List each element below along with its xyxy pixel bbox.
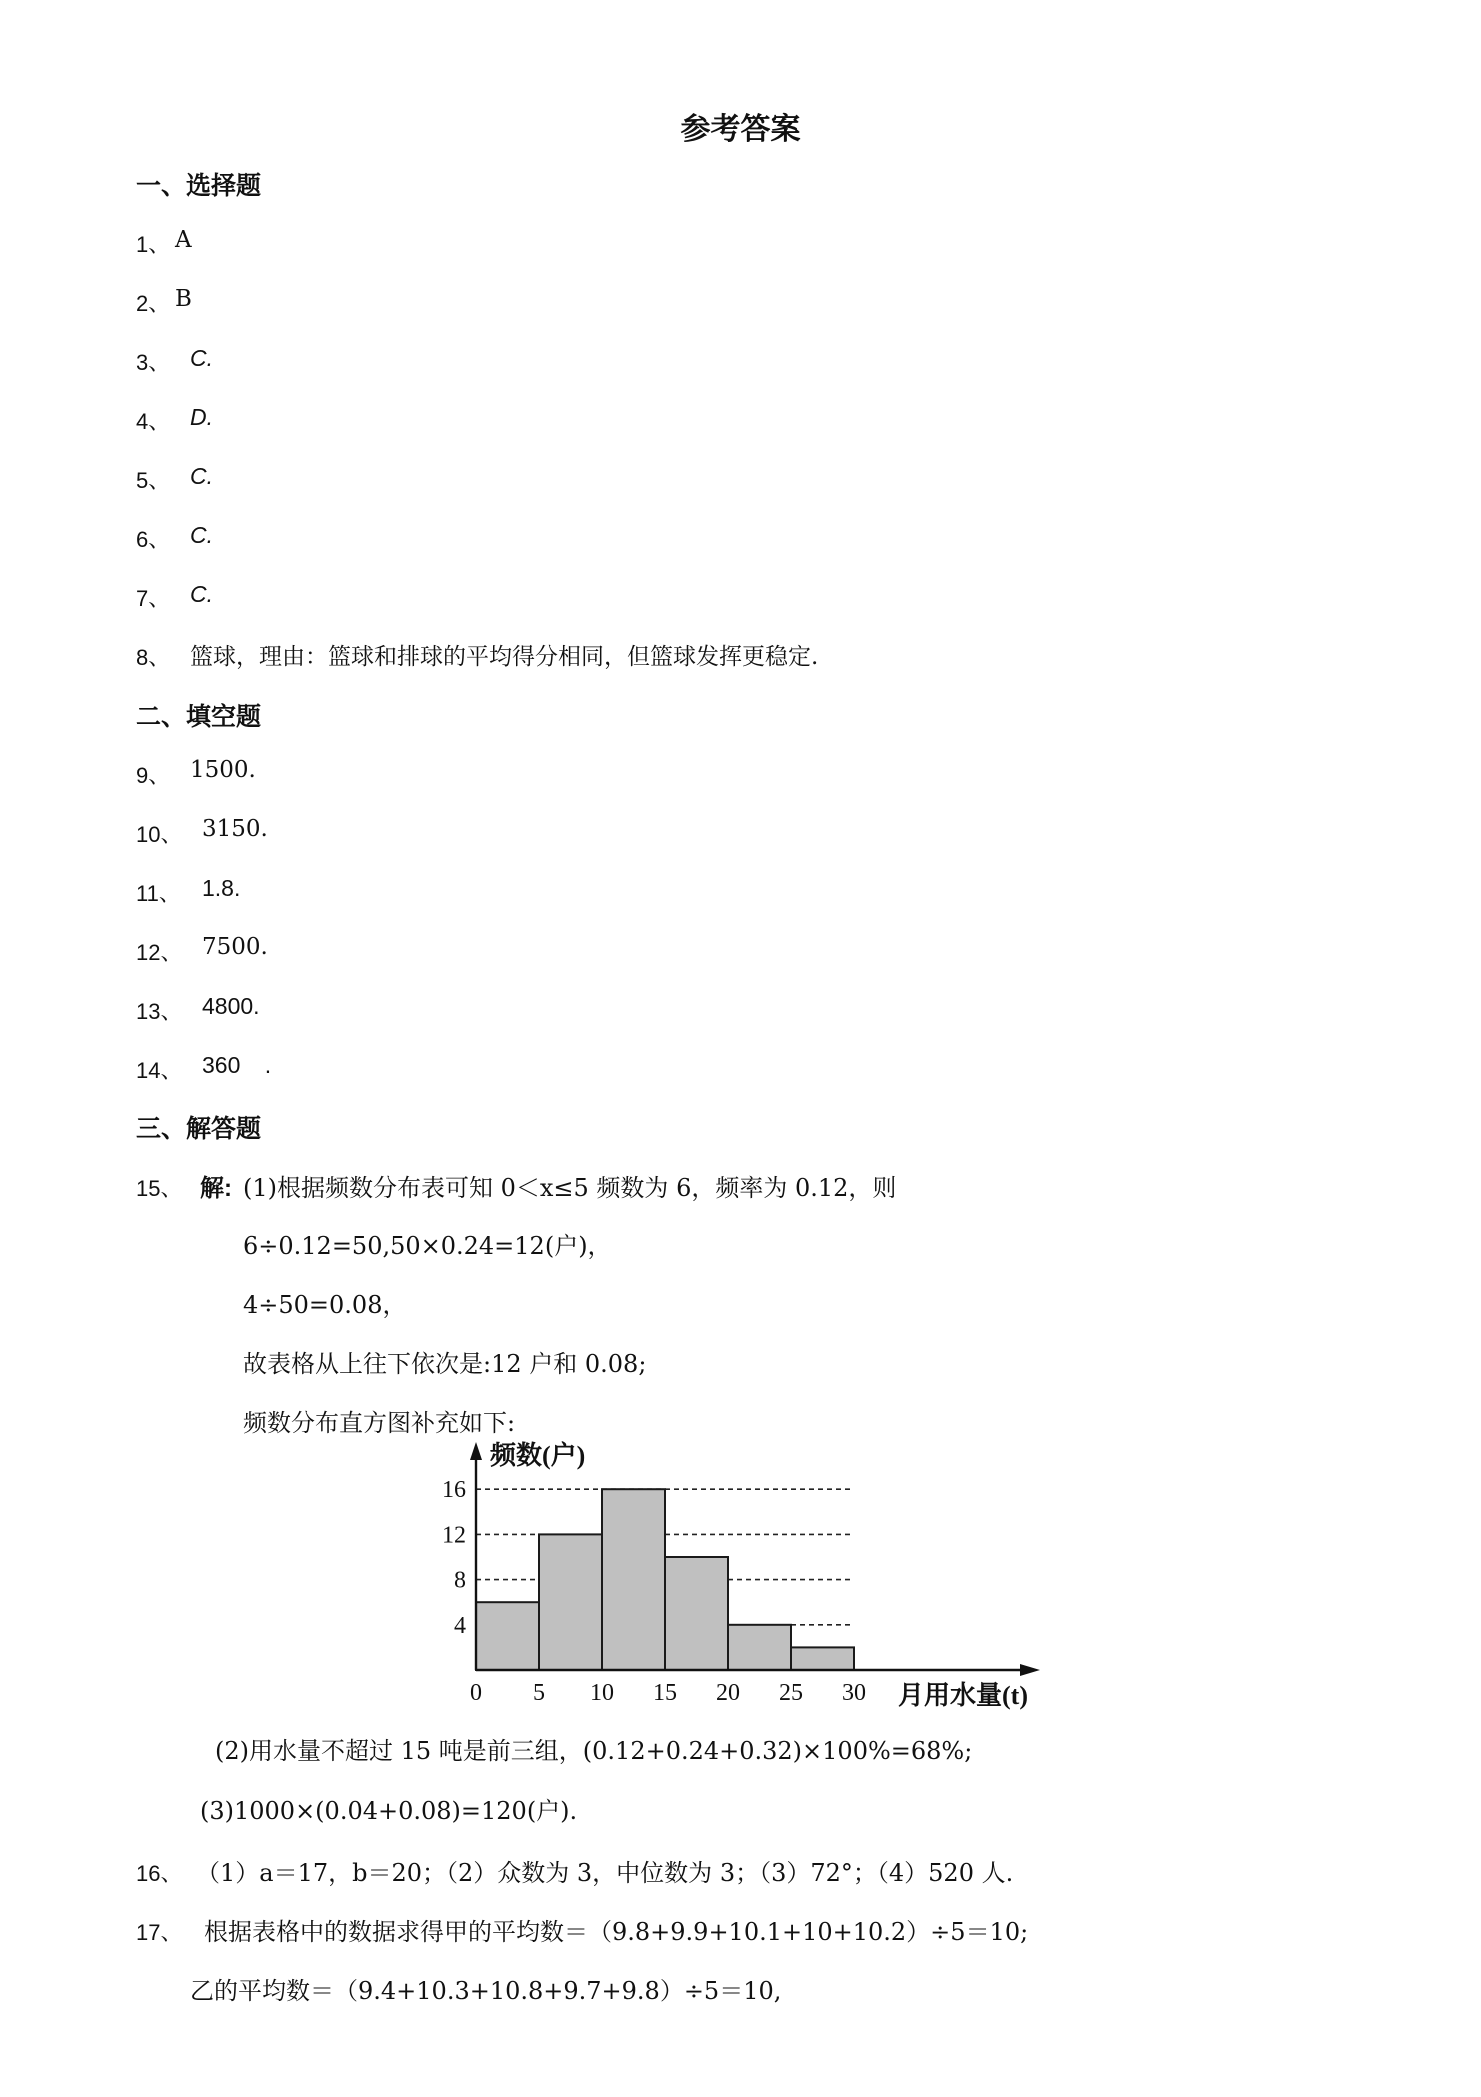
- question-number: 4、: [136, 409, 171, 434]
- x-tick-label: 0: [470, 1680, 482, 1706]
- section-heading-choice: 一、选择题: [136, 171, 262, 200]
- histogram-bar: [728, 1625, 791, 1670]
- histogram-bar: [665, 1557, 728, 1670]
- question-number: 9、: [136, 763, 171, 788]
- y-tick-label: 12: [442, 1522, 466, 1549]
- answer-text: （1）a＝17，b＝20；（2）众数为 3，中位数为 3；（3）72°；（4）520 人.: [196, 1859, 1014, 1887]
- answer-text: C.: [190, 522, 213, 548]
- solution-line: 频数分布直方图补充如下:: [243, 1409, 516, 1437]
- question-number: 5、: [136, 468, 171, 493]
- y-tick-label: 4: [454, 1612, 466, 1639]
- question-number: 16、: [136, 1861, 183, 1886]
- x-tick-label: 15: [653, 1680, 677, 1706]
- answer-text: C.: [190, 463, 213, 489]
- answer-text: C.: [190, 345, 213, 371]
- section-heading-solve: 三、解答题: [136, 1114, 262, 1143]
- question-number: 2、: [136, 291, 171, 316]
- question-number: 1、: [136, 232, 171, 257]
- x-axis-label: 月用水量(t): [898, 1681, 1028, 1710]
- question-number: 14、: [136, 1058, 183, 1083]
- histogram-bar: [476, 1602, 539, 1670]
- solution-line: (3)1000×(0.04+0.08)=120(户).: [200, 1797, 578, 1825]
- solution-line: 故表格从上往下依次是:12 户和 0.08;: [243, 1350, 647, 1378]
- solution-line: 4÷50=0.08，: [243, 1291, 407, 1319]
- frequency-histogram: [420, 1440, 1070, 1722]
- answer-text: 4800.: [202, 993, 260, 1019]
- x-tick-label: 5: [533, 1680, 545, 1706]
- solution-line: 6÷0.12=50,50×0.24=12(户)，: [243, 1232, 612, 1260]
- y-tick-label: 8: [454, 1567, 466, 1594]
- x-axis-arrow: [1020, 1664, 1040, 1676]
- answer-text: 1500.: [190, 757, 256, 783]
- histogram-bar: [602, 1489, 665, 1670]
- answer-text: A: [175, 227, 192, 253]
- answer-text: 7500.: [202, 934, 268, 960]
- solution-line: 乙的平均数＝（9.4+10.3+10.8+9.7+9.8）÷5＝10,: [190, 1977, 782, 2005]
- y-tick-label: 16: [442, 1477, 466, 1504]
- answer-text: C.: [190, 581, 213, 607]
- question-number: 12、: [136, 940, 183, 965]
- answer-text: 3150.: [202, 816, 268, 842]
- question-number: 10、: [136, 822, 183, 847]
- page-title: 参考答案: [680, 112, 801, 147]
- solution-label: 解:: [200, 1175, 232, 1202]
- y-axis-arrow: [470, 1442, 482, 1460]
- solution-line: (2)用水量不超过 15 吨是前三组，(0.12+0.24+0.32)×100%=68%;: [215, 1737, 973, 1765]
- solution-line: 根据表格中的数据求得甲的平均数＝（9.8+9.9+10.1+10+10.2）÷5＝10;: [204, 1918, 1029, 1946]
- answer-text: 篮球，理由：篮球和排球的平均得分相同，但篮球发挥更稳定.: [190, 644, 819, 670]
- histogram-bar: [539, 1534, 602, 1670]
- x-tick-label: 30: [842, 1680, 866, 1706]
- x-tick-label: 25: [779, 1680, 803, 1706]
- question-number: 7、: [136, 586, 171, 611]
- question-number: 3、: [136, 350, 171, 375]
- question-number: 8、: [136, 645, 171, 670]
- question-number: 6、: [136, 527, 171, 552]
- x-tick-label: 10: [590, 1680, 614, 1706]
- answer-text: D.: [190, 404, 213, 430]
- question-number: 11、: [136, 881, 181, 906]
- histogram-bar: [791, 1647, 854, 1670]
- answer-text: 1.8.: [202, 875, 241, 901]
- answer-text: 360 .: [202, 1052, 272, 1078]
- y-axis-label: 频数(户): [490, 1441, 586, 1470]
- question-number: 15、: [136, 1176, 183, 1201]
- solution-line: (1)根据频数分布表可知 0＜x≤5 频数为 6，频率为 0.12，则: [243, 1174, 897, 1202]
- question-number: 13、: [136, 999, 183, 1024]
- x-tick-label: 20: [716, 1680, 740, 1706]
- answer-text: B: [175, 286, 192, 312]
- section-heading-fill: 二、填空题: [136, 702, 262, 731]
- question-number: 17、: [136, 1920, 183, 1945]
